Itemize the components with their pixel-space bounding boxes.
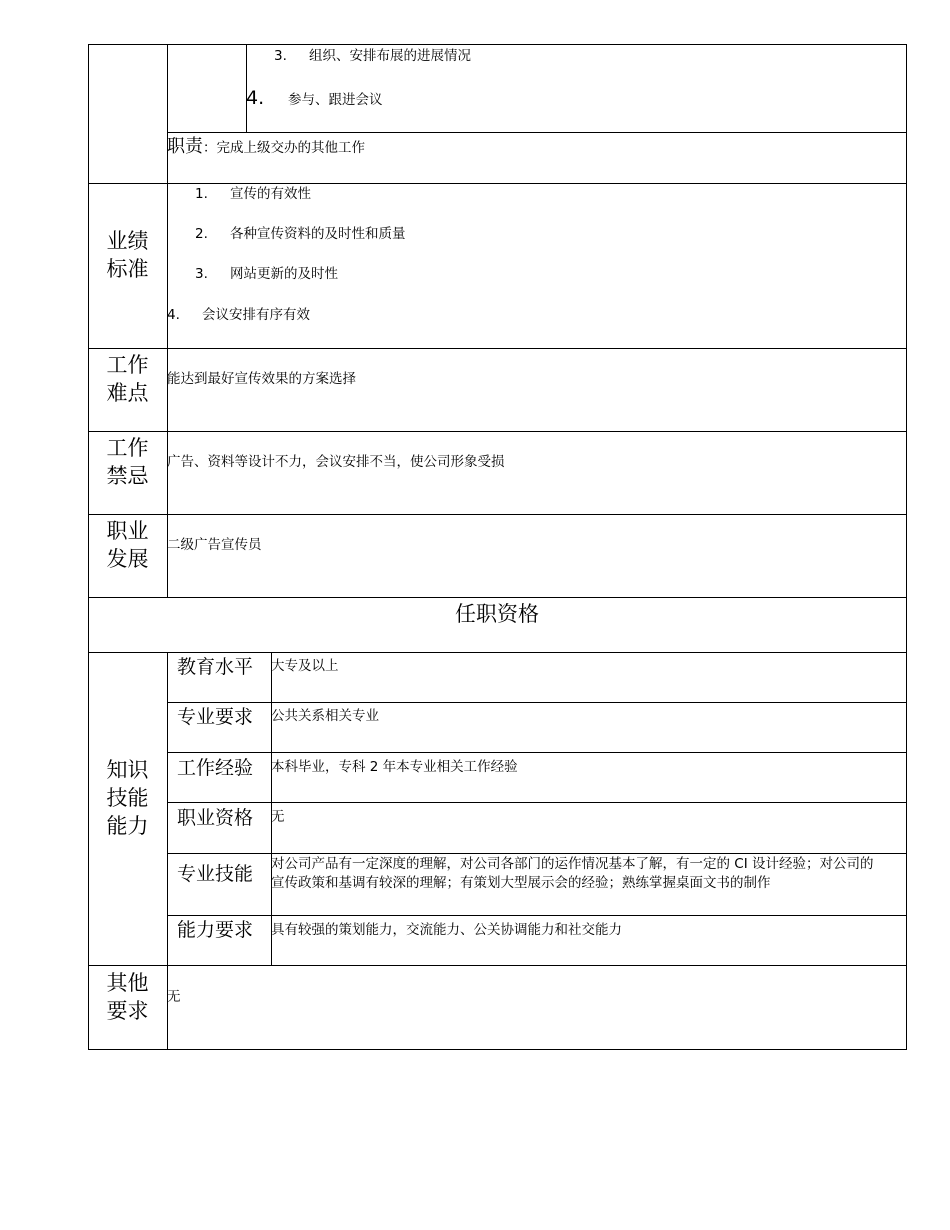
border-bottom (88, 1049, 906, 1050)
other-label: 其他 要求 (106, 971, 149, 1023)
certification-value: 无 (271, 809, 285, 825)
performance-item-1: 1. 宣传的有效性 (195, 186, 311, 202)
duty-item-3: 3. 组织、安排布展的进展情况 (274, 48, 471, 64)
duty-other: 职责：完成上级交办的其他工作 (167, 136, 365, 157)
ability-label: 能力要求 (177, 919, 254, 941)
row-line (88, 597, 906, 598)
certification-label: 职业资格 (177, 807, 254, 829)
row-line (88, 652, 906, 653)
row-line (88, 348, 906, 349)
skills-label: 专业技能 (177, 863, 254, 885)
difficulty-label: 工作 难点 (106, 353, 149, 405)
qualification-title: 任职资格 (455, 602, 539, 626)
row-line (167, 752, 906, 753)
row-line (167, 702, 906, 703)
ability-value: 具有较强的策划能力，交流能力、公关协调能力和社交能力 (271, 922, 622, 938)
education-value: 大专及以上 (271, 658, 339, 674)
career-text: 二级广告宣传员 (167, 537, 262, 553)
row-line (167, 853, 906, 854)
skills-value-line2: 宣传政策和基调有较深的理解；有策划大型展示会的经验；熟练掌握桌面文书的制作 (271, 875, 771, 891)
row-line (167, 915, 906, 916)
border-top (88, 44, 906, 45)
skills-value-line1: 对公司产品有一定深度的理解，对公司各部门的运作情况基本了解，有一定的 CI 设计经验；对公司的 (271, 856, 874, 872)
education-label: 教育水平 (177, 656, 254, 678)
row-line (88, 965, 906, 966)
experience-value: 本科毕业，专科 2 年本专业相关工作经验 (271, 759, 518, 775)
major-value: 公共关系相关专业 (271, 708, 379, 724)
other-text: 无 (167, 989, 181, 1005)
row-line (88, 431, 906, 432)
duty-item-4: 4. 参与、跟进会议 (246, 87, 383, 109)
performance-label: 业绩 标准 (106, 229, 149, 281)
major-label: 专业要求 (177, 706, 254, 728)
performance-item-4: 4. 会议安排有序有效 (167, 307, 310, 323)
career-label: 职业 发展 (106, 519, 149, 571)
row-line (167, 132, 906, 133)
performance-item-2: 2. 各种宣传资料的及时性和质量 (195, 226, 406, 242)
experience-label: 工作经验 (177, 757, 254, 779)
row-line (88, 514, 906, 515)
performance-item-3: 3. 网站更新的及时性 (195, 266, 338, 282)
border-right (906, 44, 907, 1050)
row-line (167, 802, 906, 803)
row-line (88, 183, 906, 184)
taboo-label: 工作 禁忌 (106, 436, 149, 488)
taboo-text: 广告、资料等设计不力，会议安排不当，使公司形象受损 (167, 454, 505, 470)
difficulty-text: 能达到最好宣传效果的方案选择 (167, 371, 356, 387)
knowledge-label: 知识 技能 能力 (106, 758, 149, 838)
